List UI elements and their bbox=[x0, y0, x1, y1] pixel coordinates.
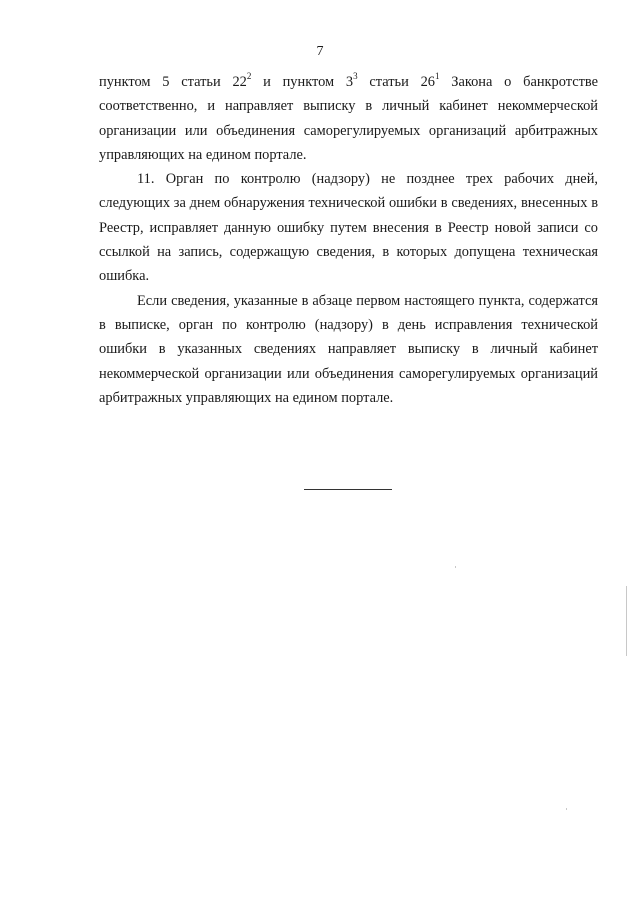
paragraph-text: Закона о банкротстве соответственно, и направляет выписку в личный кабинет некоммерческой организации или объединения саморегулируемых организаций арбитражных управляющих на едином портале. bbox=[99, 74, 598, 163]
paragraph-text: и пунктом 3 bbox=[251, 74, 354, 90]
page-number: 7 bbox=[316, 44, 324, 59]
superscript-index: 2 bbox=[246, 71, 252, 82]
end-of-text-rule bbox=[304, 489, 392, 490]
paragraph-item-11: 11. Орган по контролю (надзору) не позднее трех рабочих дней, следующих за днем обнаружения технической ошибки в сведениях, внесенных в Реестр, исправляет данную ошибку путем внесения в Реестр новой записи со ссылкой на запись, содержащую сведения, в которых допущена техническая ошибка. bbox=[99, 171, 598, 285]
scan-artifact-line bbox=[626, 586, 627, 656]
document-body bbox=[99, 70, 598, 410]
paragraph-continuation bbox=[99, 70, 598, 167]
superscript-index: 3 bbox=[353, 71, 358, 82]
paragraph-text: пунктом 5 статьи 22 bbox=[99, 74, 247, 90]
superscript-index: 1 bbox=[434, 71, 440, 82]
paragraph-text: статьи 26 bbox=[357, 74, 435, 90]
paragraph-second-abzac: Если сведения, указанные в абзаце первом настоящего пункта, содержатся в выписке, орган по контролю (надзору) в день исправления технической ошибки в указанных сведениях направляет выписку в личный кабинет некоммерческой организации или объединения саморегулируемых организаций арбитражных управляющих на едином портале. bbox=[99, 292, 598, 406]
scan-artifact-dot bbox=[455, 566, 456, 568]
scan-artifact-dot bbox=[566, 808, 567, 810]
